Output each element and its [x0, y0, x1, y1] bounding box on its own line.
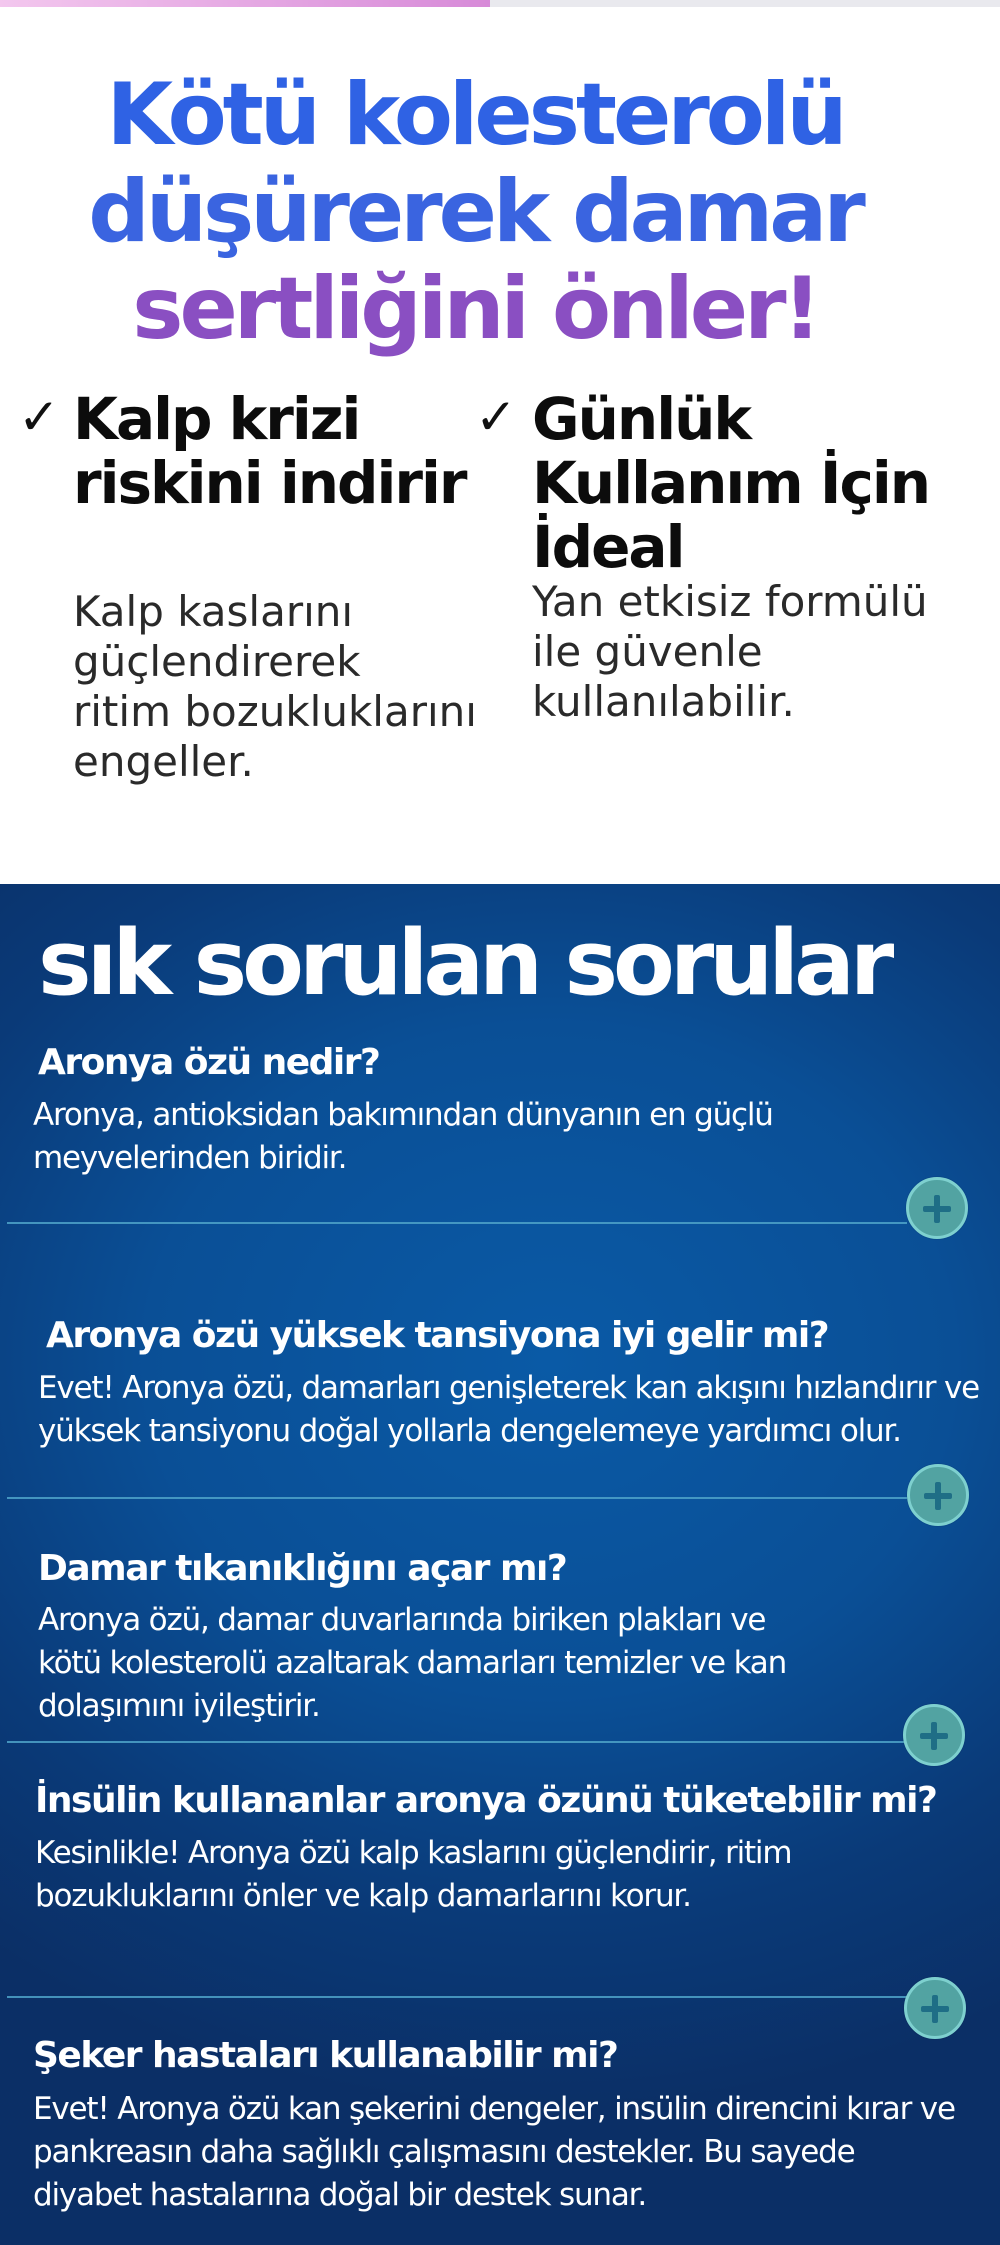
- feature-title: Günlük Kullanım İçin İdeal: [532, 385, 930, 581]
- faq-divider: [7, 1497, 907, 1499]
- faq-section: [0, 884, 1000, 2245]
- faq-divider: [7, 1222, 907, 1224]
- faq-question[interactable]: Şeker hastaları kullanabilir mi?: [33, 2035, 618, 2076]
- plus-circle-icon[interactable]: [903, 1704, 965, 1766]
- feature-daily-use: [475, 387, 995, 747]
- check-icon: ✓: [475, 388, 517, 446]
- faq-question[interactable]: Aronya özü nedir?: [38, 1042, 380, 1083]
- check-icon: ✓: [18, 388, 60, 446]
- benefit-headline: [0, 67, 950, 358]
- plus-circle-icon[interactable]: [906, 1177, 968, 1239]
- faq-divider: [7, 1741, 907, 1743]
- faq-question[interactable]: Aronya özü yüksek tansiyona iyi gelir mi?: [46, 1315, 829, 1356]
- feature-description: Kalp kaslarını güçlendirerek ritim bozukluklarını engeller.: [73, 587, 477, 786]
- faq-answer: Aronya özü, damar duvarlarında biriken plakları ve kötü kolesterolü azaltarak damarları temizler ve kan dolaşımını iyileştirir.: [38, 1602, 787, 1724]
- faq-question[interactable]: İnsülin kullananlar aronya özünü tüketebilir mi?: [35, 1780, 937, 1821]
- plus-circle-icon[interactable]: [904, 1977, 966, 2039]
- top-accent-bar-grey: [490, 0, 1000, 7]
- faq-answer: Evet! Aronya özü, damarları genişleterek kan akışını hızlandırır ve yüksek tansiyonu doğal yollarla dengelemeye yardımcı olur.: [38, 1370, 979, 1449]
- faq-divider: [7, 1996, 907, 1998]
- feature-description: Yan etkisiz formülü ile güvenle kullanılabilir.: [532, 577, 928, 726]
- top-accent-bar: [0, 0, 1000, 7]
- feature-title: Kalp krizi riskini indirir: [73, 385, 466, 517]
- faq-answer: Evet! Aronya özü kan şekerini dengeler, insülin direncini kırar ve pankreasın daha sağlıklı çalışmasını destekler. Bu sayede diyabet hastalarına doğal bir destek sunar.: [33, 2091, 955, 2213]
- headline-line-3: sertliğini önler!: [132, 259, 818, 359]
- faq-title: sık sorulan sorular: [38, 911, 890, 1016]
- faq-answer: Aronya, antioksidan bakımından dünyanın en güçlü meyvelerinden biridir.: [33, 1097, 773, 1176]
- headline-line-1: Kötü kolesterolü: [106, 65, 844, 165]
- headline-line-2: düşürerek damar: [88, 162, 862, 262]
- benefits-section: [0, 7, 1000, 884]
- faq-question[interactable]: Damar tıkanıklığını açar mı?: [38, 1548, 567, 1589]
- feature-heart-attack-risk: [18, 387, 478, 807]
- top-accent-bar-pink: [0, 0, 490, 7]
- faq-answer: Kesinlikle! Aronya özü kalp kaslarını güçlendirir, ritim bozukluklarını önler ve kalp damarlarını korur.: [35, 1835, 792, 1914]
- plus-circle-icon[interactable]: [907, 1464, 969, 1526]
